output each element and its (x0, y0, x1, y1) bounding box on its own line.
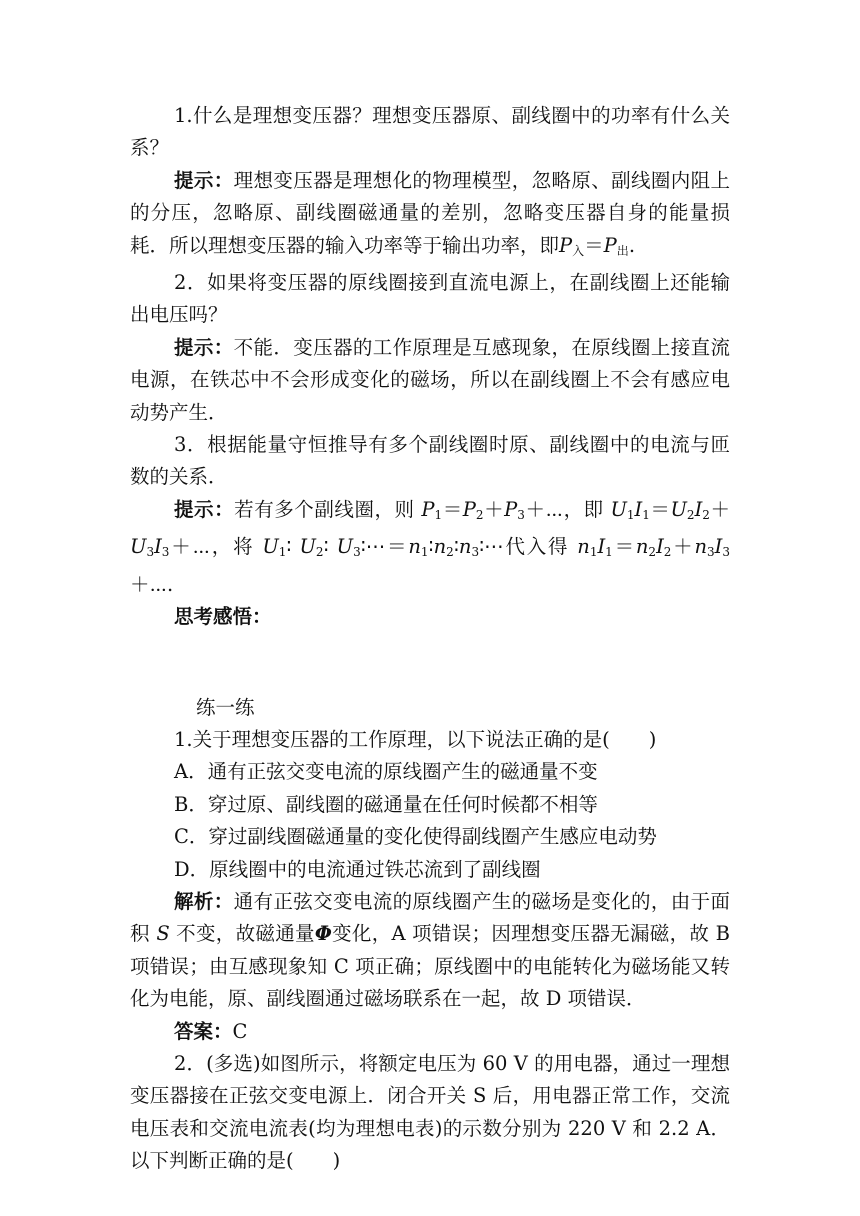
equals-sign: ＝ (649, 497, 671, 521)
hint-label: 提示： (174, 497, 235, 521)
symbol-n: n (433, 535, 447, 559)
answer-label: 答案： (174, 1019, 233, 1043)
thoughts-label: 思考感悟： (174, 605, 272, 629)
answer-value: C (232, 1019, 248, 1043)
sub-3: 3 (353, 545, 361, 560)
power-symbol: P (603, 233, 617, 257)
sub-1: 1 (626, 507, 635, 522)
question-1: 1.什么是理想变压器？理想变压器原、副线圈中的功率有什么关系？ (130, 104, 730, 160)
ellipsis: ＋⋯ (169, 535, 211, 559)
option-a: A．通有正弦交变电流的原线圈产生的磁通量不变 (174, 760, 598, 784)
symbol-i: I (154, 535, 162, 559)
practice-heading: 练一练 (196, 695, 255, 719)
sub-2: 2 (663, 545, 672, 560)
symbol-n: n (577, 535, 590, 559)
document-page (130, 100, 730, 1178)
subscript-out: 出 (616, 243, 629, 258)
analysis-text: 变化，A 项错误；因理想变压器无漏磁，故 B 项错误；由互感现象知 C 项正确；原线圈中的电能转化为磁场能又转化为电能，原、副线圈通过磁场联系在一起，故 D 项错误． (130, 922, 731, 1011)
blank-space (130, 634, 730, 692)
sub-2: 2 (446, 545, 454, 560)
symbol-i: I (597, 535, 606, 559)
sub-2: 2 (475, 507, 484, 522)
question-2: 2．如果将变压器的原线圈接到直流电源上，在副线圈上还能输出电压吗？ (130, 271, 730, 327)
hint-2-text: 不能．变压器的工作原理是互感现象，在原线圈上接直流电源，在铁芯中不会形成变化的磁场，所以在副线圈上不会有感应电动势产生． (130, 335, 730, 424)
sub-1: 1 (642, 507, 650, 522)
ratio-sign: ∶ (286, 535, 300, 559)
symbol-u: U (262, 535, 279, 559)
symbol-p: P (421, 497, 435, 521)
hint-1-text: 理想变压器是理想化的物理模型，忽略原、副线圈内阻上的分压，忽略原、副线圈磁通量的差别，忽略变压器自身的能量损耗．所以理想变压器的输入功率等于输出功率，即 (130, 168, 730, 257)
ratio-sign: ∶ (428, 535, 434, 559)
sub-1: 1 (434, 507, 443, 522)
practice-question-2: 2．(多选)如图所示，将额定电压为 60 V 的用电器，通过一理想变压器接在正弦交变电源上．闭合开关 S 后，用电器正常工作，交流电压表和交流电流表(均为理想电表)的示数分别为 220 V 和 2.2 A．以下判断正确的是( ) (130, 1051, 730, 1173)
symbol-p: P (462, 497, 476, 521)
sub-3: 3 (722, 545, 731, 560)
sub-2: 2 (686, 507, 695, 522)
symbol-i: I (656, 535, 664, 559)
analysis (130, 886, 730, 1016)
answer (130, 1016, 730, 1048)
power-symbol: P (559, 233, 573, 257)
plus-sign: ＋ (483, 497, 505, 521)
equals-sign: ＝ (442, 497, 463, 521)
analysis-text: 不变，故磁通量 (169, 922, 315, 946)
sub-3: 3 (471, 545, 480, 560)
symbol-i: I (634, 497, 643, 521)
sub-3: 3 (517, 507, 525, 522)
ratio-sign: ∶ (323, 535, 337, 559)
sub-1: 1 (420, 545, 429, 560)
symbol-n: n (408, 535, 421, 559)
hint-3-text: 若有多个副线圈，则 (234, 497, 422, 521)
sub-3: 3 (146, 545, 155, 560)
symbol-u: U (610, 497, 627, 521)
ellipsis: ＋⋯. (130, 572, 174, 596)
symbol-i: I (694, 497, 703, 521)
symbol-n: n (458, 535, 472, 559)
sub-3: 3 (707, 545, 715, 560)
hint-3 (130, 494, 730, 601)
hint-2 (130, 332, 730, 429)
hint-3-text: ∶⋯代入得 (479, 535, 578, 559)
ratio-sign: ∶⋯＝ (360, 535, 409, 559)
symbol-u: U (299, 535, 316, 559)
equals-sign: ＝ (612, 535, 636, 559)
option-b: B．穿过原、副线圈的磁通量在任何时候都不相等 (174, 792, 598, 816)
question-3: 3．根据能量守恒推导有多个副线圈时原、副线圈中的电流与匝数的关系． (130, 433, 730, 489)
symbol-p: P (504, 497, 518, 521)
option-c: C．穿过副线圈磁通量的变化使得副线圈产生感应电动势 (174, 825, 657, 849)
subscript-in: 入 (572, 243, 585, 258)
symbol-u: U (670, 497, 687, 521)
symbol-u: U (336, 535, 354, 559)
symbol-s: S (156, 922, 170, 946)
hint-1 (130, 165, 730, 267)
practice-question-1: 1.关于理想变压器的工作原理，以下说法正确的是( ) (174, 727, 657, 751)
hint-3-text: ，将 (210, 535, 263, 559)
sub-1: 1 (589, 545, 598, 560)
equals-sign: ＝ (584, 233, 604, 257)
analysis-label: 解析： (174, 889, 234, 913)
symbol-n: n (635, 535, 649, 559)
sub-1: 1 (605, 545, 613, 560)
period: . (628, 233, 636, 257)
analysis-text: 通有正弦交变电流的原线圈产生的磁场是变化的，由于面积 (130, 889, 730, 946)
sub-1: 1 (278, 545, 287, 560)
sub-2: 2 (648, 545, 657, 560)
hint-label: 提示： (174, 168, 234, 192)
sub-2: 2 (702, 507, 710, 522)
plus-sign: ＋ (671, 535, 695, 559)
hint-label: 提示： (174, 335, 234, 359)
ellipsis: ＋⋯ (524, 497, 564, 521)
symbol-phi: Φ (314, 922, 332, 946)
sub-2: 2 (315, 545, 324, 560)
sub-3: 3 (161, 545, 170, 560)
hint-3-text: ，即 (563, 497, 611, 521)
option-d: D．原线圈中的电流通过铁芯流到了副线圈 (174, 857, 541, 881)
symbol-u: U (130, 535, 147, 559)
symbol-i: I (714, 535, 723, 559)
symbol-n: n (694, 535, 708, 559)
ratio-sign: ∶ (453, 535, 459, 559)
plus-sign: ＋ (709, 497, 730, 521)
